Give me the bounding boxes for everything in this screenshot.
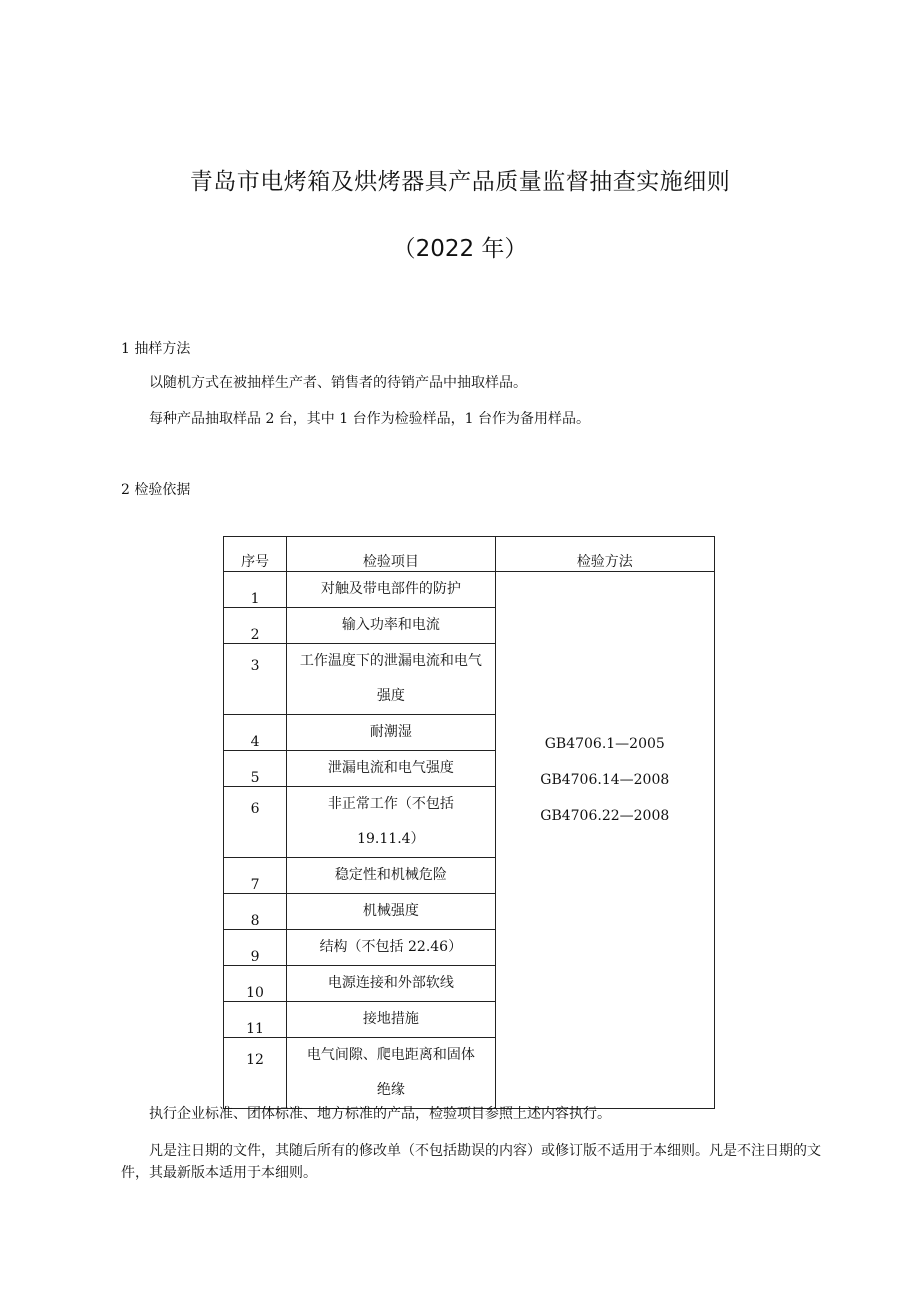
method-standard: GB4706.1—2005 (544, 736, 665, 752)
row-no: 7 (224, 858, 287, 894)
row-item: 电源连接和外部软线 (287, 966, 495, 1002)
row-item-line: 电气间隙、爬电距离和固体 (306, 1047, 475, 1063)
header-no: 序号 (224, 537, 287, 572)
header-item: 检验项目 (287, 537, 495, 572)
row-no: 4 (224, 715, 287, 751)
row-item: 输入功率和电流 (287, 608, 495, 644)
note-paragraph-1: 执行企业标准、团体标准、地方标准的产品，检验项目参照上述内容执行。 (149, 1106, 611, 1122)
header-method: 检验方法 (495, 537, 714, 572)
row-item: 泄漏电流和电气强度 (287, 751, 495, 787)
method-standard: GB4706.14—2008 (540, 772, 670, 788)
row-no: 2 (224, 608, 287, 644)
row-item: 机械强度 (287, 894, 495, 930)
section-1-heading: 1 抽样方法 (121, 341, 191, 357)
inspection-table (223, 536, 715, 1109)
table-row (224, 572, 715, 608)
section-1-paragraph-1: 以随机方式在被抽样生产者、销售者的待销产品中抽取样品。 (149, 375, 527, 391)
row-item-line: 工作温度下的泄漏电流和电气 (299, 653, 482, 669)
table-header-row (224, 537, 715, 572)
row-item (287, 1038, 495, 1109)
row-item: 接地措施 (287, 1002, 495, 1038)
row-item: 耐潮湿 (287, 715, 495, 751)
row-no: 6 (224, 787, 287, 858)
row-item (287, 787, 495, 858)
method-cell (495, 572, 714, 1109)
row-item-line: 强度 (376, 688, 405, 704)
row-item-line: 绝缘 (376, 1082, 405, 1098)
row-no: 1 (224, 572, 287, 608)
row-no: 3 (224, 644, 287, 715)
note-paragraph-2: 凡是注日期的文件，其随后所有的修改单（不包括勘误的内容）或修订版不适用于本细则。凡是不注日期的文件，其最新版本适用于本细则。 (121, 1143, 821, 1181)
method-standard: GB4706.22—2008 (540, 808, 670, 824)
row-item: 对触及带电部件的防护 (287, 572, 495, 608)
row-no: 11 (224, 1002, 287, 1038)
row-no: 10 (224, 966, 287, 1002)
section-1-paragraph-2: 每种产品抽取样品 2 台，其中 1 台作为检验样品，1 台作为备用样品。 (149, 411, 590, 427)
row-no: 8 (224, 894, 287, 930)
document-title: 青岛市电烤箱及烘烤器具产品质量监督抽查实施细则 (189, 169, 731, 195)
row-item-line: 19.11.4） (357, 831, 425, 847)
row-item: 结构（不包括 22.46） (287, 930, 495, 966)
row-no: 12 (224, 1038, 287, 1109)
row-item: 稳定性和机械危险 (287, 858, 495, 894)
row-no: 9 (224, 930, 287, 966)
row-item (287, 644, 495, 715)
document-year: （2022 年） (392, 236, 528, 262)
row-no: 5 (224, 751, 287, 787)
row-item-line: 非正常工作（不包括 (327, 796, 454, 812)
section-2-heading: 2 检验依据 (121, 482, 191, 498)
